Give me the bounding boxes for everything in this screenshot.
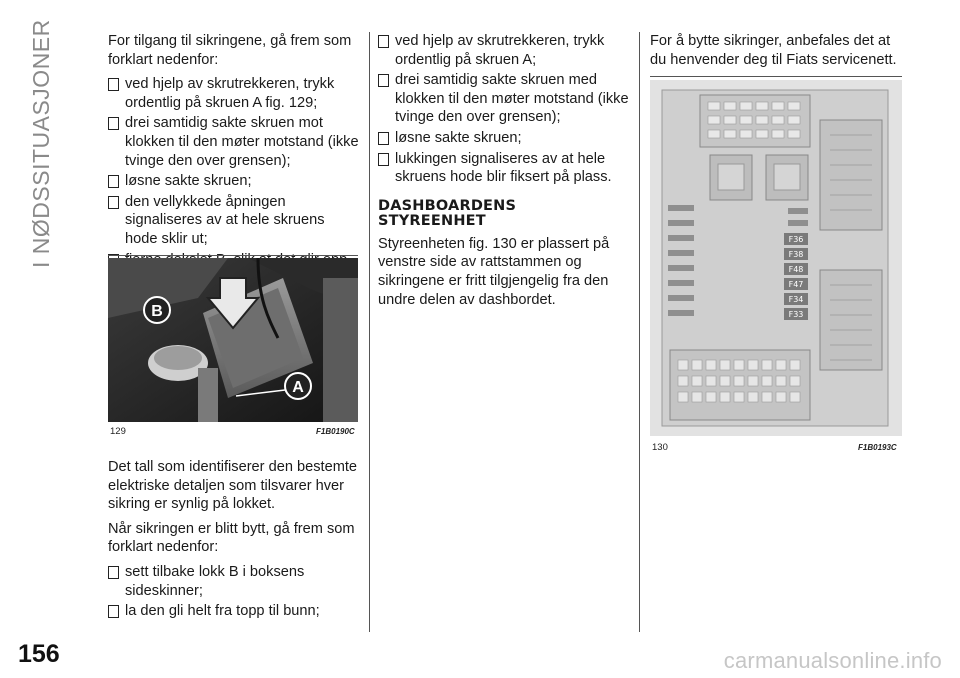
label-a: A — [292, 379, 304, 396]
figure-129 — [108, 258, 358, 422]
intro-text: For tilgang til sikringene, gå frem som forklart nedenfor: — [108, 33, 352, 68]
intro-text: For å bytte sikringer, anbefales det at du henvender deg til Fiats servicenett. — [650, 33, 897, 68]
checkbox-icon — [108, 78, 119, 91]
figure-130-number: 130 — [652, 442, 668, 453]
checkbox-icon — [108, 117, 119, 130]
paragraph: Styreenheten fig. 130 er plassert på venstre side av rattstammen og sikringene er fritt tilgjengelig fra den undre delen av dashbordet. — [378, 235, 610, 308]
list-item: la den gli helt fra topp til bunn; — [108, 602, 360, 621]
list-item: drei samtidig sakte skruen mot klokken til den møter motstand (ikke tvinge den over grensen); — [108, 114, 360, 170]
checkbox-icon — [378, 35, 389, 48]
fuse-box-diagram — [650, 80, 902, 436]
checkbox-icon — [108, 175, 119, 188]
column-2 — [378, 32, 630, 315]
fuse-label: F36 — [788, 235, 804, 244]
paragraph: Det tall som identifiserer den bestemte elektriske detaljen som tilsvarer hver sikring er synlig på lokket. — [108, 459, 358, 513]
checkbox-icon — [378, 132, 389, 145]
list-item: ved hjelp av skrutrekkeren, trykk ordentlig på skruen A fig. 129; — [108, 75, 360, 112]
figure-129-top-rule — [108, 255, 358, 256]
checkbox-icon — [108, 196, 119, 209]
paragraph: Når sikringen er blitt bytt, gå frem som forklart nedenfor: — [108, 520, 355, 556]
list-item: den vellykkede åpningen signaliseres av at hele skruens hode sklir ut; — [108, 193, 360, 249]
fuse-label: F48 — [788, 265, 804, 274]
list-item: drei samtidig sakte skruen med klokken til den møter motstand (ikke tvinge den over grensen); — [378, 71, 630, 127]
page-number: 156 — [18, 640, 60, 668]
list-item: ved hjelp av skrutrekkeren, trykk ordentlig på skruen A; — [378, 32, 630, 69]
section-heading: DASHBOARDENS STYREENHET — [378, 197, 517, 229]
fuse-cover-photo — [108, 258, 358, 422]
checkbox-icon — [378, 153, 389, 166]
checkbox-icon — [378, 74, 389, 87]
checkbox-icon — [108, 605, 119, 618]
section-title: I NØDSSITUASJONER — [28, 19, 54, 268]
column-divider-1 — [369, 32, 370, 632]
checkbox-icon — [108, 566, 119, 579]
list-item: løsne sakte skruen; — [378, 129, 630, 148]
column-1-lower — [108, 458, 360, 623]
list-item: løsne sakte skruen; — [108, 172, 360, 191]
list-item: sett tilbake lokk B i boksens sideskinner; — [108, 563, 360, 600]
column-3 — [650, 32, 902, 75]
list-item: lukkingen signaliseres av at hele skruens hode blir fiksert på plass. — [378, 150, 630, 187]
fuse-label: F33 — [788, 310, 804, 319]
label-b: B — [151, 303, 163, 320]
figure-130 — [650, 80, 902, 436]
watermark: carmanualsonline.info — [723, 648, 942, 673]
figure-130-top-rule — [650, 76, 902, 77]
column-divider-2 — [639, 32, 640, 632]
figure-129-code: F1B0190C — [316, 427, 355, 436]
fuse-label: F38 — [788, 250, 804, 259]
fuse-label: F47 — [788, 280, 804, 289]
figure-130-code: F1B0193C — [858, 443, 897, 452]
fuse-label: F34 — [788, 295, 804, 304]
figure-129-number: 129 — [110, 426, 126, 437]
